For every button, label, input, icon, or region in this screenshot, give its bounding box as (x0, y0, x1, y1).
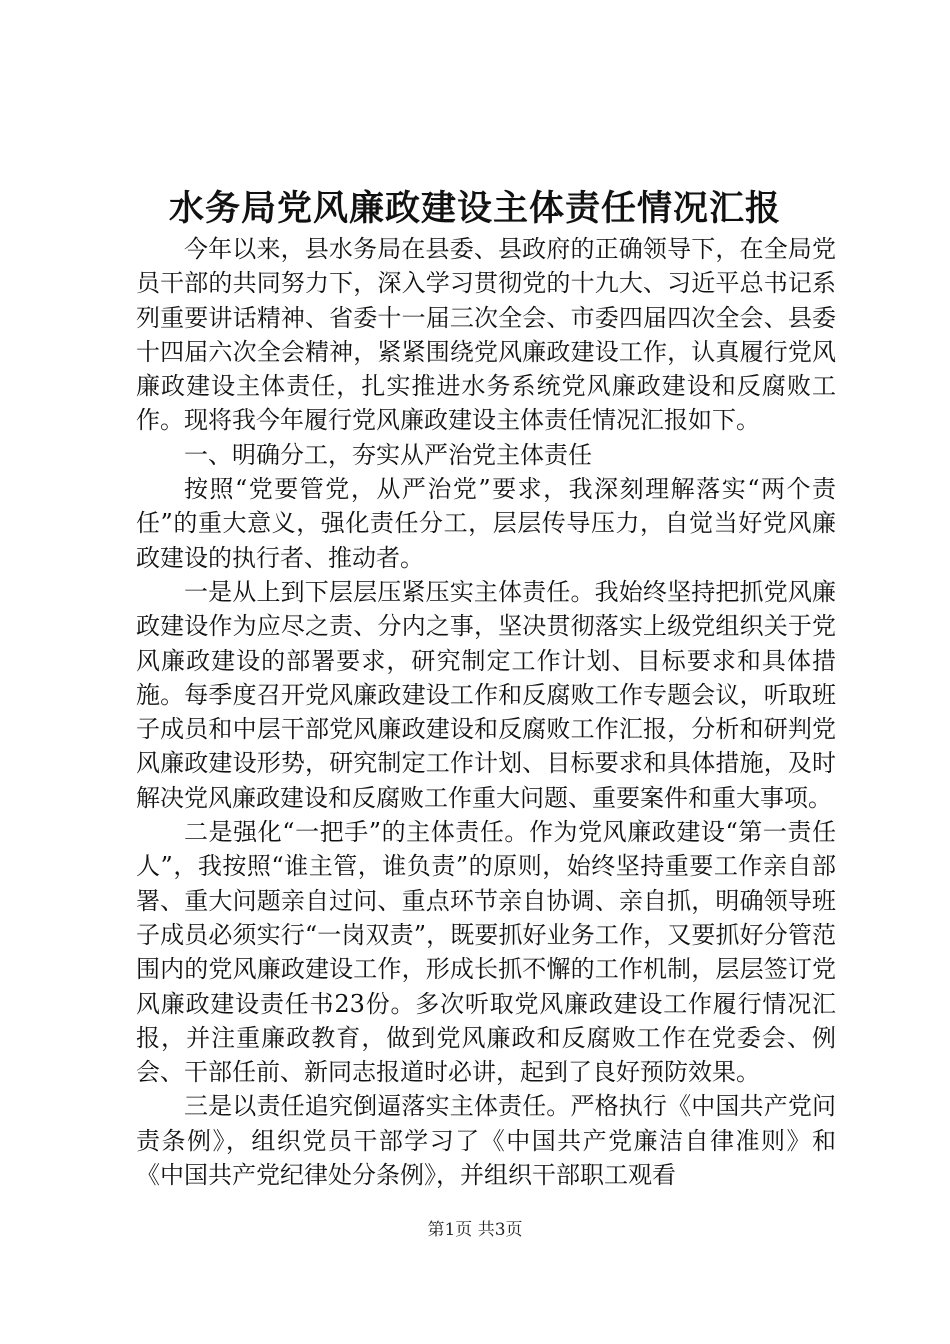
paragraph-requirement: 按照“党要管党，从严治党”要求，我深刻理解落实“两个责任”的重大意义，强化责任分工，层层传导压力，自觉当好党风廉政建设的执行者、推动者。 (136, 475, 836, 572)
document-body (136, 232, 836, 1192)
paragraph-point-3: 三是以责任追究倒逼落实主体责任。严格执行《中国共产党问责条例》，组织党员干部学习了《中国共产党廉洁自律准则》和《中国共产党纪律处分条例》，并组织干部职工观看 (136, 1092, 836, 1190)
paragraph-point-2: 二是强化“一把手”的主体责任。作为党风廉政建设“第一责任人”，我按照“谁主管，谁负责”的原则，始终坚持重要工作亲自部署、重大问题亲自过问、重点环节亲自协调、亲自抓，明确领导班子成员必须实行“一岗双责”，既要抓好业务工作，又要抓好分管范围内的党风廉政建设工作，形成长抓不懈的工作机制，层层签订党风廉政建设责任书23份。多次听取党风廉政建设工作履行情况汇报，并注重廉政教育，做到党风廉政和反腐败工作在党委会、例会、干部任前、新同志报道时必讲，起到了良好预防效果。 (136, 818, 836, 1087)
paragraph-point-1: 一是从上到下层层压紧压实主体责任。我始终坚持把抓党风廉政建设作为应尽之责、分内之事，坚决贯彻落实上级党组织关于党风廉政建设的部署要求，研究制定工作计划、目标要求和具体措施。每季度召开党风廉政建设工作和反腐败工作专题会议，听取班子成员和中层干部党风廉政建设和反腐败工作汇报，分析和研判党风廉政建设形势，研究制定工作计划、目标要求和具体措施，及时解决党风廉政建设和反腐败工作重大问题、重要案件和重大事项。 (136, 577, 836, 812)
section-heading-1: 一、明确分工，夯实从严治党主体责任 (184, 440, 592, 469)
paragraph-intro: 今年以来，县水务局在县委、县政府的正确领导下，在全局党员干部的共同努力下，深入学习贯彻党的十九大、习近平总书记系列重要讲话精神、省委十一届三次全会、市委四届四次全会、县委十四届六次全会精神，紧紧围绕党风廉政建设工作，认真履行党风廉政建设主体责任，扎实推进水务系统党风廉政建设和反腐败工作。现将我今年履行党风廉政建设主体责任情况汇报如下。 (136, 235, 836, 435)
page-number-footer: 第1页 共3页 (427, 1220, 523, 1240)
document-title: 水务局党风廉政建设主体责任情况汇报 (168, 188, 781, 229)
